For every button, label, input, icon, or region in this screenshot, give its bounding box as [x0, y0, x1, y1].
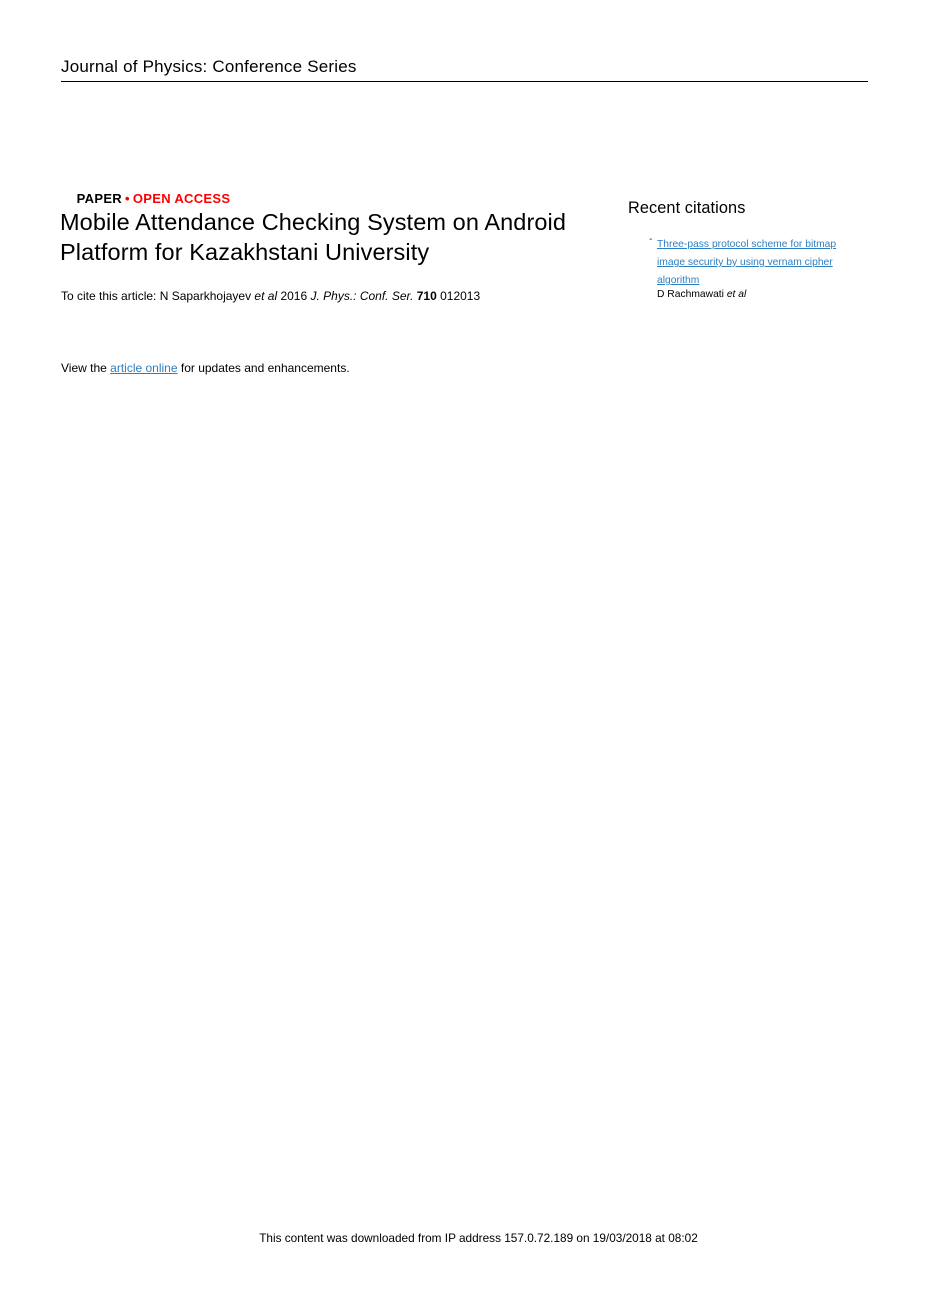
- citation-line: [61, 289, 480, 304]
- citation-journal-abbrev: J. Phys.: Conf. Ser.: [310, 289, 417, 303]
- view-online-before: View the: [61, 361, 111, 375]
- article-title: Mobile Attendance Checking System on Android Platform for Kazakhstani University: [60, 209, 567, 265]
- citation-etal: et al: [254, 289, 278, 303]
- citation-dash-marker: -: [649, 234, 653, 245]
- citation-year: 2016: [277, 289, 311, 303]
- paper-type-label: PAPER: [76, 191, 122, 206]
- recent-citation-item: [649, 234, 864, 302]
- recent-citation-link[interactable]: Three-pass protocol scheme for bitmap image security by using vernam cipher algorithm: [657, 239, 837, 286]
- recent-citations-heading: Recent citations: [628, 199, 746, 217]
- recent-citation-author-name: D Rachmawati: [657, 289, 727, 300]
- download-info: This content was downloaded from IP address 157.0.72.189 on 19/03/2018 at 08:02: [259, 1231, 698, 1245]
- header-rule: [61, 81, 868, 82]
- article-online-link[interactable]: article online: [110, 361, 178, 375]
- citation-volume: 710: [416, 289, 437, 303]
- citation-article-number: 012013: [436, 289, 481, 303]
- journal-title: Journal of Physics: Conference Series: [61, 57, 357, 76]
- view-online-line: [61, 361, 350, 376]
- recent-citation-authors: [657, 289, 853, 302]
- recent-citations-panel: [628, 199, 864, 302]
- open-access-label: OPEN ACCESS: [132, 191, 231, 206]
- bullet-separator: •: [124, 191, 130, 206]
- recent-citation-author-etal: et al: [726, 289, 747, 300]
- view-online-after: for updates and enhancements.: [177, 361, 350, 375]
- citation-prefix: To cite this article: N Saparkhojayev: [61, 289, 255, 303]
